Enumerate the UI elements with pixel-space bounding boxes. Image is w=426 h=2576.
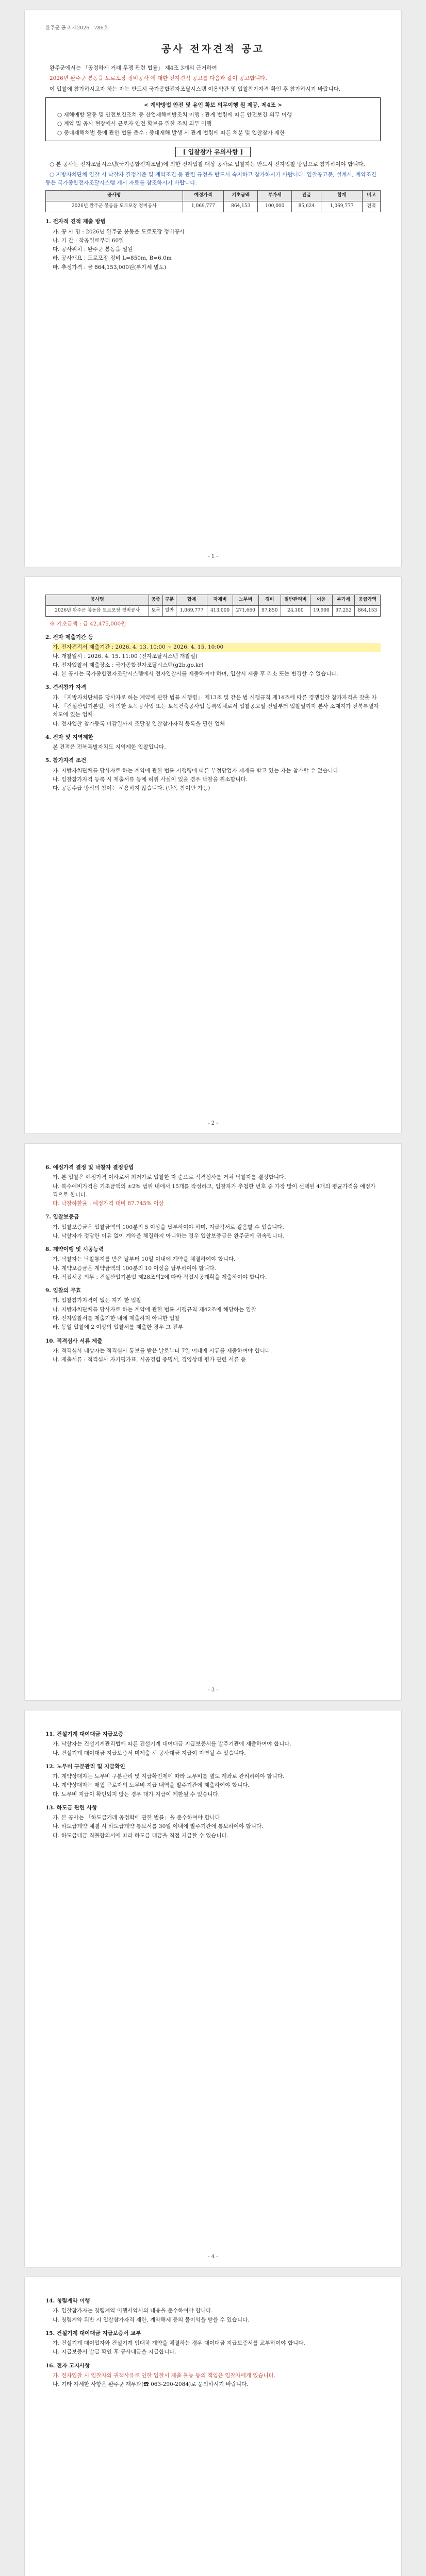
cost-breakdown-table bbox=[45, 595, 381, 617]
notes-section-title: [ 입찰참가 유의사항 ] bbox=[45, 147, 381, 157]
section-item: 나. 복수예비가격은 기초금액의 ±2% 범위 내에서 15개를 작성하고, 입찰자가 추첨한 번호 중 가장 많이 선택된 4개의 평균가격을 예정가격으로 합니다. bbox=[53, 1183, 376, 1198]
section-item: 다. 공동수급 방식의 참여는 허용하지 않습니다. (단독 참여만 가능) bbox=[53, 785, 210, 792]
page-number: - 1 - bbox=[208, 554, 218, 560]
document-page-3 bbox=[25, 1144, 401, 1700]
note-line: ○ 본 공사는 전자조달시스템(국가종합전자조달)에 의한 전자입찰 대상 공사로 입찰자는 반드시 전자입찰 방법으로 참가하여야 합니다. bbox=[50, 161, 365, 167]
section-item: 다. 공사위치 : 완주군 봉동읍 일원 bbox=[53, 246, 133, 253]
section-heading: 10. 적격심사 서류 제출 bbox=[45, 1337, 103, 1344]
table-header: 관급 bbox=[292, 191, 321, 201]
section-item: 다. 노무비 지급이 확인되지 않는 경우 대가 지급이 제한될 수 있습니다. bbox=[53, 1791, 220, 1798]
document-page-5 bbox=[25, 2277, 401, 2576]
section-item: 나. 「건설산업기본법」에 의한 토목공사업 또는 토목건축공사업 등록업체로서 입찰공고일 전일부터 입찰일까지 본사 소재지가 전북특별자치도에 있는 업체 bbox=[53, 703, 379, 718]
section-item: 가. 적격심사 대상자는 적격심사 통보를 받은 날로부터 7일 이내에 서류를 제출하여야 합니다. bbox=[53, 1347, 272, 1354]
document-page-2 bbox=[25, 577, 401, 1133]
section-item: 나. 낙찰자가 정당한 이유 없이 계약을 체결하지 아니하는 경우 입찰보증금은 완주군에 귀속됩니다. bbox=[53, 1232, 285, 1239]
table-header: 비고 bbox=[362, 191, 380, 201]
section-item: 라. 동일 입찰에 2 이상의 입찰서를 제출한 경우 그 전부 bbox=[53, 1324, 184, 1331]
section-item: 다. 하도급대금 직불합의서에 따라 하도급 대금을 직접 지급할 수 있습니다. bbox=[53, 1832, 229, 1839]
table-header: 부가세 bbox=[258, 191, 292, 201]
section-item: 가. 낙찰자는 건설기계관리법에 따른 건설기계 대여대금 지급보증서를 발주기관에 제출하여야 합니다. bbox=[53, 1741, 291, 1748]
section-heading: 1. 전자적 견적 제출 방법 bbox=[45, 218, 106, 225]
table-header: 일반관리비 bbox=[281, 595, 310, 606]
section-item: 가. 입찰참가자는 청렴계약 이행서약서의 내용을 준수하여야 합니다. bbox=[53, 2308, 213, 2314]
section-item: 라. 본 공사는 국가종합전자조달시스템에서 전자입찰서를 제출하여야 하며, 입찰서 제출 후 취소 또는 변경할 수 없습니다. bbox=[53, 671, 338, 677]
intro-line: 완주군에서는 「공정하게 거래 투쟁 관련 법률」 제4조 3개의 근거하여 bbox=[50, 65, 217, 72]
section-heading: 2. 전자 제출기간 등 bbox=[45, 634, 93, 641]
table-header: 공종 bbox=[149, 595, 162, 606]
table-header: 공사명 bbox=[46, 191, 183, 201]
section-item: 가. 계약상대자는 노무비 구분관리 및 지급확인제에 따라 노무비를 별도 계좌로 관리하여야 합니다. bbox=[53, 1773, 285, 1780]
section-item: 나. 개찰일시 : 2026. 4. 15. 11:00 (전자조달시스템 개찰실) bbox=[53, 653, 198, 659]
section-item: 나. 기 간 : 착공일로부터 60일 bbox=[53, 237, 124, 244]
section-item: 가. 「지방자치단체를 당사자로 하는 계약에 관한 법률 시행령」 제13조 및 같은 법 시행규칙 제14조에 따른 경쟁입찰 참가자격을 갖춘 자 bbox=[53, 694, 377, 701]
section-item: 가. 공 사 명 : 2026년 완주군 봉동읍 도로포장 정비공사 bbox=[53, 228, 185, 235]
section-heading: 7. 입찰보증금 bbox=[45, 1214, 79, 1221]
page-number: - 2 - bbox=[208, 1121, 218, 1126]
section-item: 가. 전자견적서 제출기간 : 2026. 4. 13. 10:00 ~ 2026. 4. 15. 10:00 bbox=[53, 643, 381, 651]
table-header: 공급가액 bbox=[355, 595, 381, 606]
section-item: 나. 계약상대자는 매월 근로자의 노무비 지급 내역을 발주기관에 제출하여야 합니다. bbox=[53, 1782, 250, 1789]
page-number: - 4 - bbox=[208, 2254, 218, 2260]
note-line: ○ 지방자치단체 입찰 시 낙찰자 결정기준 및 계약조건 등 관련 규정을 반드시 숙지하고 참가하시기 바랍니다. 입찰공고문, 설계서, 계약조건 등은 국가종합전자조달시스템 게시 자료를 참조하시기 바랍니다. bbox=[45, 171, 376, 187]
section-heading: 5. 참가자격 조건 bbox=[45, 757, 87, 764]
section-item: 마. 추정가격 : 금 864,153,000원(부가세 별도) bbox=[53, 264, 167, 270]
intro-line: 2026년 완주군 봉동읍 도로포장 정비공사 에 대한 전자견적 공고를 다음과 같이 공고합니다. bbox=[50, 75, 267, 82]
section-item: 가. 입찰참가자격이 없는 자가 한 입찰 bbox=[53, 1297, 142, 1304]
safety-notice-line: ○ 계약 및 공사 현장에서 근로자 안전 확보를 위한 조치 의무 이행 bbox=[57, 121, 212, 127]
safety-notice-line: ○ 재해예방 활동 및 안전보건조치 등 산업재해예방조치 이행 : 관계 법령에 따른 안전보건 의무 이행 bbox=[57, 112, 292, 118]
section-item: 가. 본 입찰은 예정가격 이하로서 최저가로 입찰한 자 순으로 적격심사를 거쳐 낙찰자를 결정합니다. bbox=[53, 1174, 286, 1181]
section-item: 나. 청렴계약 위반 시 입찰참가자격 제한, 계약해제 등의 불이익을 받을 수 있습니다. bbox=[53, 2316, 250, 2323]
safety-notice-box bbox=[45, 97, 381, 141]
section-item: 가. 입찰보증금은 입찰금액의 100분의 5 이상을 납부하여야 하며, 지급각서로 갈음할 수 있습니다. bbox=[53, 1224, 284, 1230]
table-header: 노무비 bbox=[233, 595, 258, 606]
section-heading: 14. 청렴계약 이행 bbox=[45, 2298, 90, 2304]
section-heading: 11. 건설기계 대여대금 지급보증 bbox=[45, 1731, 123, 1737]
table-header: 부가세 bbox=[333, 595, 355, 606]
section-heading: 12. 노무비 구분관리 및 지급확인 bbox=[45, 1763, 125, 1770]
intro-line: 이 입찰에 참가하시고자 하는 자는 반드시 국가종합전자조달시스템 이용약관 및 입찰참가자격 확인 후 참가하시기 바랍니다. bbox=[50, 86, 341, 92]
section-heading: 3. 견적참가 자격 bbox=[45, 684, 87, 691]
section-item: 가. 전자입찰 시 입찰자의 귀책사유로 인한 입찰서 제출 불능 등의 책임은 입찰자에게 있습니다. bbox=[53, 2372, 276, 2379]
safety-notice-line: ○ 중대재해처벌 등에 관한 법률 준수 : 중대재해 발생 시 관계 법령에 따른 처분 및 입찰참가 제한 bbox=[57, 129, 285, 136]
document-page-4 bbox=[25, 1710, 401, 2267]
table-header: 공사명 bbox=[46, 595, 149, 606]
table-row: 2026년 완주군 봉동읍 도로포장 정비공사 토목 일반 1,069,777 413,000 271,660 97,850 24,100 19,900 97,252 864,153 bbox=[46, 605, 381, 616]
section-heading: 4. 전자 및 지역제한 bbox=[45, 734, 93, 740]
price-table bbox=[45, 190, 381, 212]
section-item: 가. 건설기계 대여업자와 건설기계 임대차 계약을 체결하는 경우 대여대금 지급보증서를 교부하여야 합니다. bbox=[53, 2340, 305, 2347]
section-item: 다. 전자입찰서를 제출기한 내에 제출하지 아니한 입찰 bbox=[53, 1315, 180, 1321]
section-heading: 8. 계약이행 및 시공능력 bbox=[45, 1246, 104, 1253]
table-header: 기초금액 bbox=[224, 191, 258, 201]
section-item: 나. 계약보증금은 계약금액의 100분의 10 이상을 납부하여야 합니다. bbox=[53, 1265, 217, 1272]
section-heading: 13. 하도급 관련 사항 bbox=[45, 1804, 97, 1811]
table-header: 자재비 bbox=[207, 595, 233, 606]
section-item: 다. 직접시공 의무 : 건설산업기본법 제28조의2에 따라 직접시공계획을 제출하여야 합니다. bbox=[53, 1274, 267, 1280]
section-item: 나. 제출서류 : 적격심사 자기평가표, 시공경험 증명서, 경영상태 평가 관련 서류 등 bbox=[53, 1357, 246, 1363]
table-header: 경비 bbox=[258, 595, 281, 606]
page-title: 공사 전자견적 공고 bbox=[161, 43, 265, 55]
section-item: 나. 입찰참가자격 등록 시 제출서류 등에 허위 사실이 있을 경우 낙찰을 취소합니다. bbox=[53, 776, 248, 783]
section-item: 가. 본 공사는 「하도급거래 공정화에 관한 법률」을 준수하여야 합니다. bbox=[53, 1815, 222, 1821]
base-price-note: ※ 기초금액 : 금 42,475,000원 bbox=[50, 620, 126, 627]
section-item: 가. 지방자치단체를 당사자로 하는 계약에 관한 법률 시행령에 따른 부정당업자 제재를 받고 있는 자는 참가할 수 없습니다. bbox=[53, 767, 340, 774]
table-header: 예정가격 bbox=[183, 191, 224, 201]
table-header: 구분 bbox=[162, 595, 176, 606]
section-item: 나. 지급보증서 발급 확인 후 공사대금을 지급합니다. bbox=[53, 2349, 176, 2355]
section-item: 나. 하도급계약 체결 시 하도급계약 통보서를 30일 이내에 발주기관에 통보하여야 합니다. bbox=[53, 1823, 264, 1830]
section-heading: 9. 입찰의 무효 bbox=[45, 1287, 81, 1294]
section-item: 다. 전자입찰 참가등록 마감일까지 조달청 입찰참가자격 등록을 필한 업체 bbox=[53, 720, 225, 727]
section-item: 나. 지방자치단체를 당사자로 하는 계약에 관한 법률 시행규칙 제42조에 해당하는 입찰 bbox=[53, 1306, 256, 1313]
table-header: 합계 bbox=[176, 595, 207, 606]
safety-notice-title: < 계약방법 안전 및 유인 확보 의무이행 원 제공, 제4조 > bbox=[144, 101, 282, 108]
section-item: 나. 기타 자세한 사항은 완주군 재무과(☎ 063-290-2084)로 문의하시기 바랍니다. bbox=[53, 2381, 249, 2388]
section-item: 나. 건설기계 대여대금 지급보증서 미제출 시 공사대금 지급이 지연될 수 있습니다. bbox=[53, 1750, 246, 1756]
section-item: 라. 공사개요 : 도로포장 정비 L=850m, B=6.0m bbox=[53, 255, 172, 262]
table-header: 이윤 bbox=[310, 595, 332, 606]
section-heading: 16. 전자 고지사항 bbox=[45, 2362, 90, 2369]
section-heading: 15. 건설기계 대여대금 지급보증서 교부 bbox=[45, 2330, 141, 2336]
table-header: 합계 bbox=[321, 191, 363, 201]
section-item: 다. 낙찰하한율 : 예정가격 대비 87.745% 이상 bbox=[53, 1200, 164, 1207]
page-number: - 3 - bbox=[208, 1687, 218, 1693]
section-item: 가. 낙찰자는 낙찰통지를 받은 날부터 10일 이내에 계약을 체결하여야 합니다. bbox=[53, 1256, 236, 1263]
doc-code: 완주군 공고 제2026 - 786호 bbox=[45, 25, 108, 31]
section-item: 다. 전자입찰서 제출장소 : 국가종합전자조달시스템(g2b.go.kr) bbox=[53, 662, 204, 668]
document-page-1 bbox=[25, 10, 401, 567]
section-item: 본 견적은 전북특별자치도 지역제한 입찰입니다. bbox=[53, 744, 166, 751]
section-heading: 6. 예정가격 결정 및 낙찰자 결정방법 bbox=[45, 1164, 134, 1171]
table-row: 2026년 완주군 봉동읍 도로포장 정비공사 1,069,777 864,153 100,000 85,624 1,069,777 견적 bbox=[46, 201, 381, 212]
